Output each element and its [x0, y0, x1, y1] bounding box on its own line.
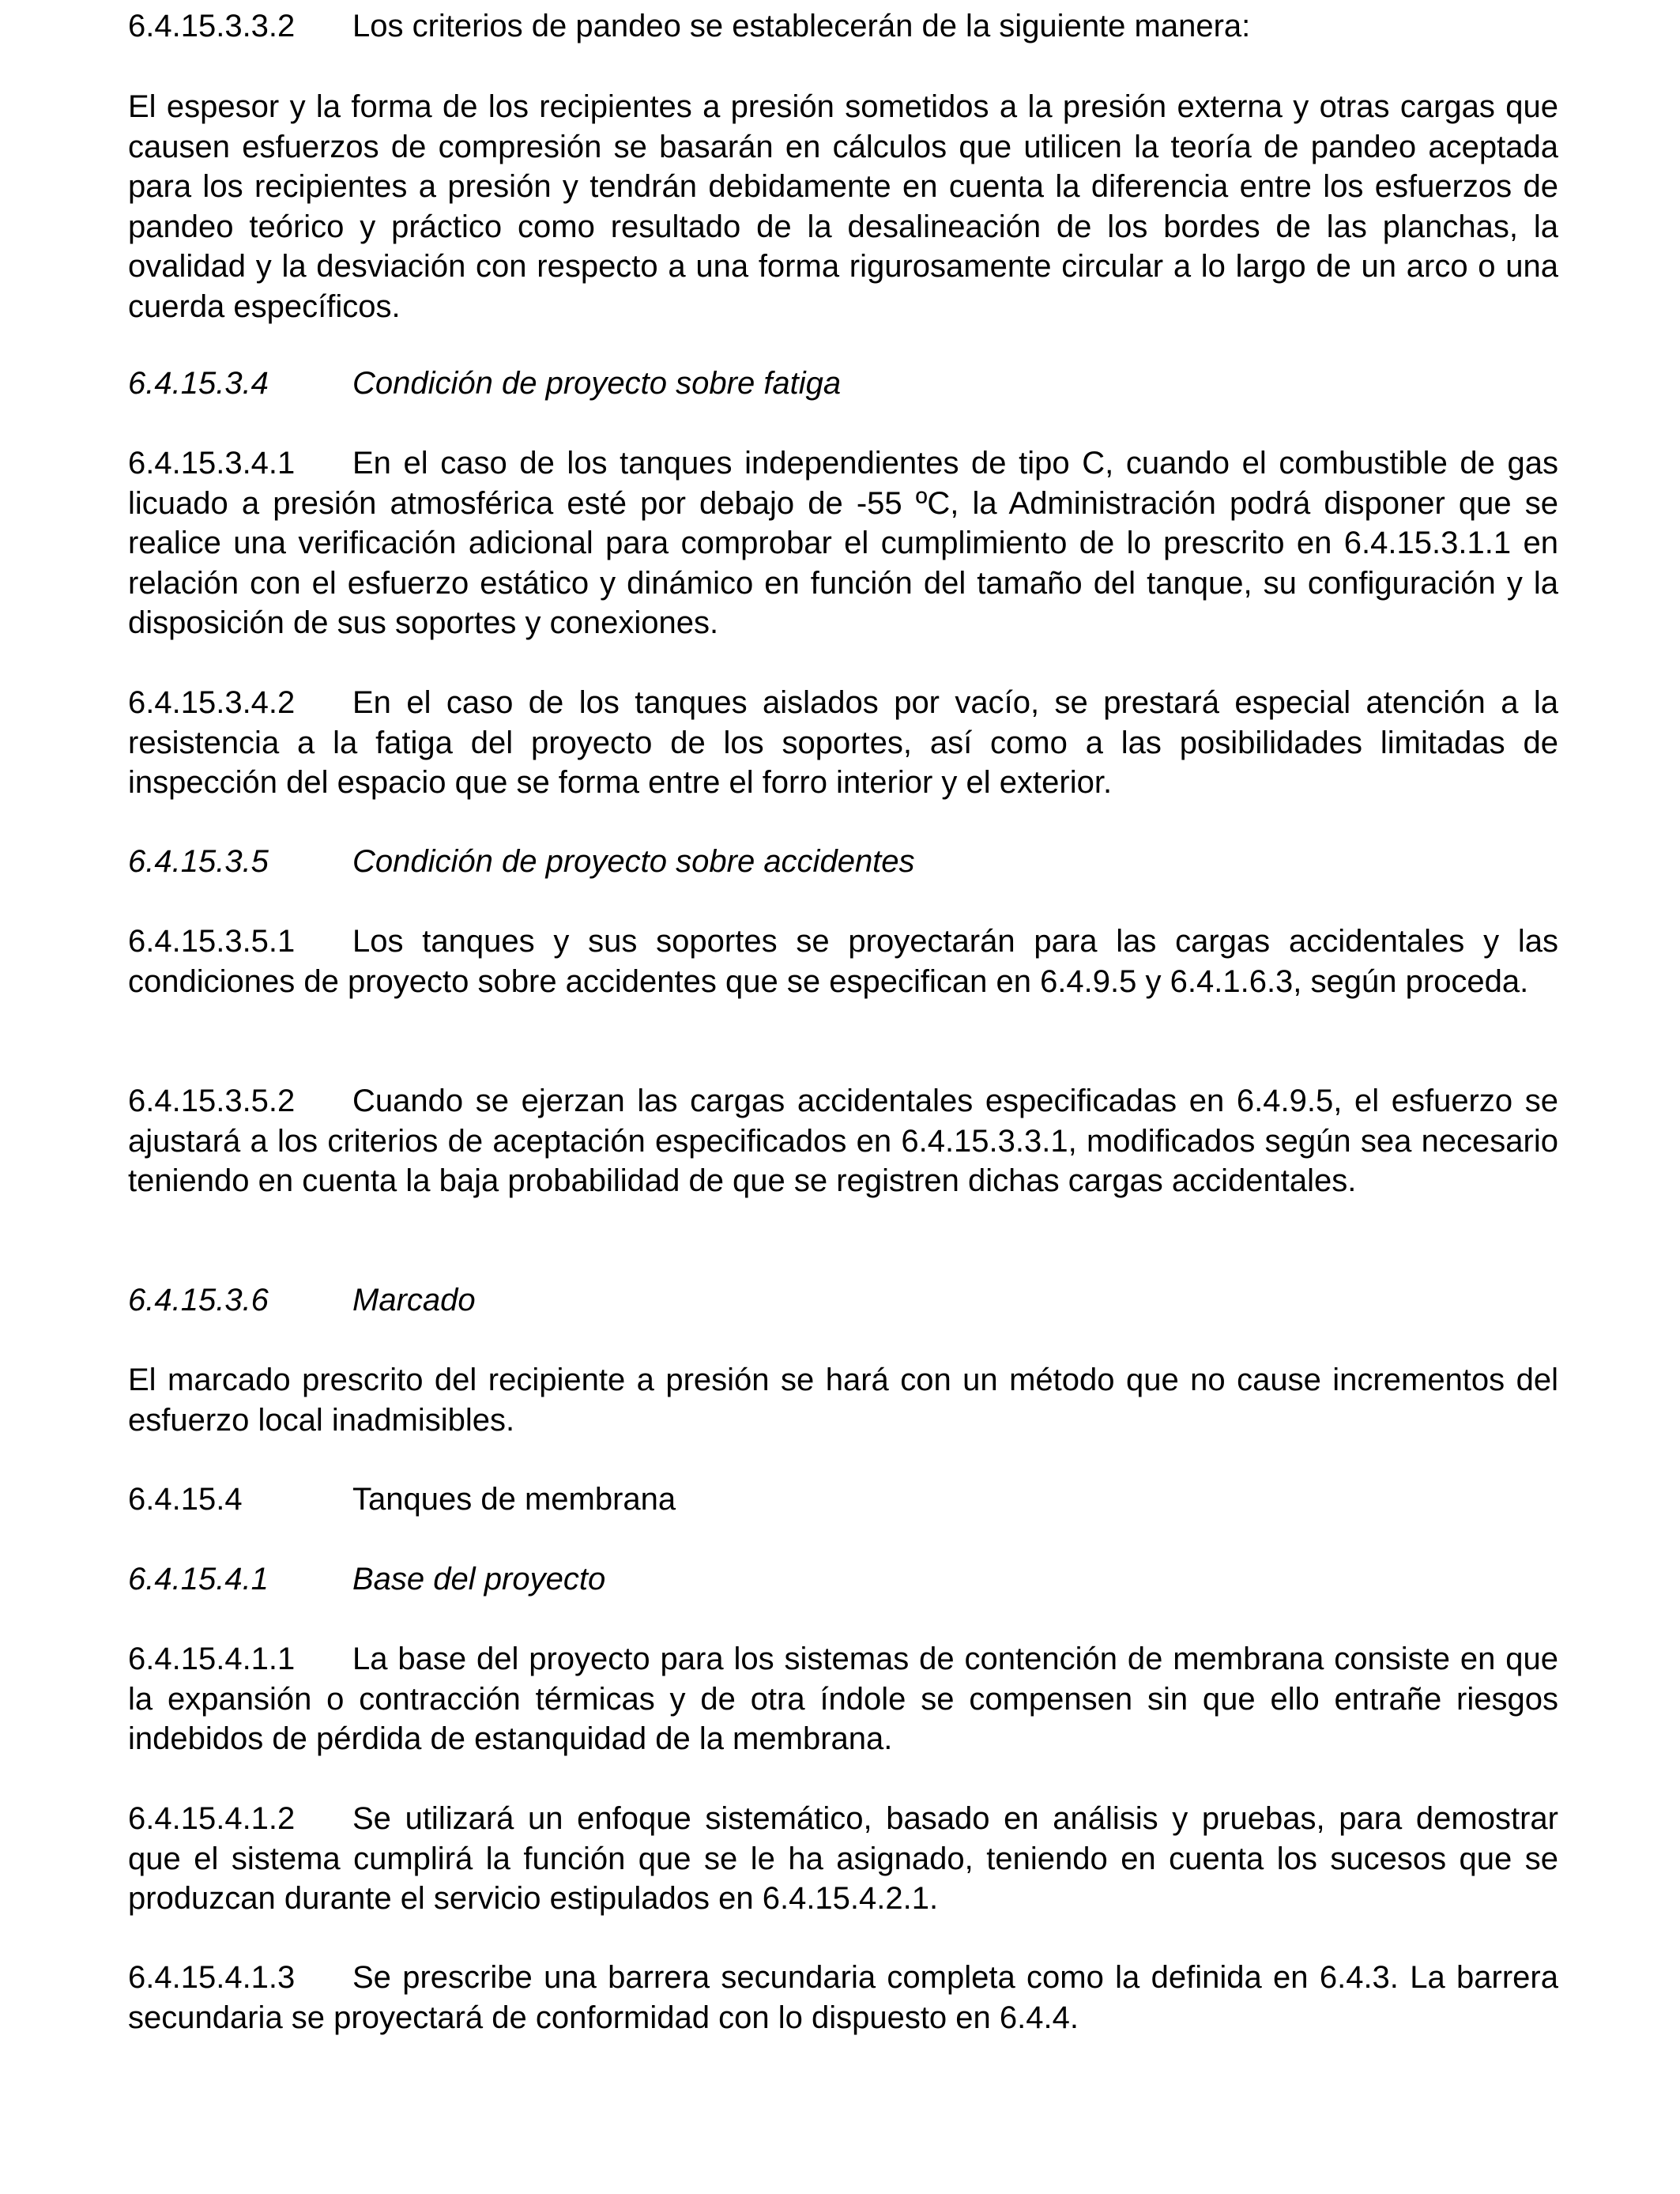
paragraph-6-4-15-3-4-2 — [128, 683, 1558, 803]
section-title: Marcado — [352, 1283, 476, 1318]
heading-6-4-15-4 — [128, 1480, 1558, 1520]
paragraph-text: Se utilizará un enfoque sistemático, basado en análisis y pruebas, para demostrar que el sistema cumplirá la función que se le ha asignado, teniendo en cuenta los sucesos que se produzcan durante el servicio estipulados en 6.4.15.4.2.1. — [128, 1801, 1558, 1916]
section-number: 6.4.15.3.4.1 — [128, 446, 296, 481]
paragraph-text: La base del proyecto para los sistemas de contención de membrana consiste en que la expansión o contracción térmicas y de otra índole se compensen sin que ello entrañe riesgos indebidos de pérdida de estanquidad de la membrana. — [128, 1642, 1558, 1756]
section-number: 6.4.15.4.1.3 — [128, 1960, 296, 1995]
paragraph-text: En el caso de los tanques aislados por vacío, se prestará especial atención a la resistencia a la fatiga del proyecto de los soportes, así como a las posibilidades limitadas de inspección del espacio que se forma entre el forro interior y el exterior. — [128, 685, 1558, 800]
paragraph-6-4-15-4-1-2 — [128, 1799, 1558, 1919]
section-title: Base del proyecto — [352, 1562, 606, 1596]
paragraph-text: Se prescribe una barrera secundaria completa como la definida en 6.4.3. La barrera secundaria se proyectará de conformidad con lo dispuesto en 6.4.4. — [128, 1960, 1558, 2035]
section-title: Tanques de membrana — [352, 1482, 676, 1517]
paragraph-text: El espesor y la forma de los recipientes a presión sometidos a la presión externa y otras cargas que causen esfuerzos de compresión se basarán en cálculos que utilicen la teoría de pandeo aceptada para los recipientes a presión y tendrán debidamente en cuenta la diferencia entre los esfuerzos de pandeo teórico y práctico como resultado de la desalineación de los bordes de las planchas, la ovalidad y la desviación con respecto a una forma rigurosamente circular a lo largo de un arco o una cuerda específicos. — [128, 89, 1558, 324]
paragraph-text: El marcado prescrito del recipiente a presión se hará con un método que no cause incrementos del esfuerzo local inadmisibles. — [128, 1363, 1558, 1438]
section-number: 6.4.15.3.5.1 — [128, 924, 296, 959]
paragraph-6-4-15-3-5-1 — [128, 922, 1558, 1001]
section-number: 6.4.15.3.5.2 — [128, 1084, 296, 1118]
section-number: 6.4.15.3.3.2 — [128, 9, 296, 43]
paragraph-6-4-15-3-5-2 — [128, 1081, 1558, 1201]
heading-6-4-15-3-6 — [128, 1280, 1558, 1321]
paragraph-text: Cuando se ejerzan las cargas accidentales especificadas en 6.4.9.5, el esfuerzo se ajustará a los criterios de aceptación especificados en 6.4.15.3.3.1, modificados según sea necesario teniendo en cuenta la baja probabilidad de que se registren dichas cargas accidentales. — [128, 1084, 1558, 1198]
paragraph-marcado — [128, 1360, 1558, 1440]
heading-6-4-15-4-1 — [128, 1559, 1558, 1600]
paragraph-text: Los tanques y sus soportes se proyectarán para las cargas accidentales y las condiciones de proyecto sobre accidentes que se especifican en 6.4.9.5 y 6.4.1.6.3, según proceda. — [128, 924, 1558, 999]
section-number: 6.4.15.4.1 — [128, 1562, 269, 1596]
section-number: 6.4.15.3.4.2 — [128, 685, 296, 720]
paragraph-6-4-15-4-1-3 — [128, 1958, 1558, 2038]
paragraph-6-4-15-4-1-1 — [128, 1639, 1558, 1759]
paragraph-6-4-15-3-4-1 — [128, 443, 1558, 643]
heading-6-4-15-3-5 — [128, 842, 1558, 882]
section-number: 6.4.15.3.4 — [128, 366, 269, 401]
section-title: Condición de proyecto sobre accidentes — [352, 844, 915, 879]
section-title: Los criterios de pandeo se establecerán de la siguiente manera: — [352, 9, 1251, 43]
section-number: 6.4.15.4.1.1 — [128, 1642, 296, 1676]
paragraph-text: En el caso de los tanques independientes de tipo C, cuando el combustible de gas licuado a presión atmosférica esté por debajo de -55 ºC, la Administración podrá disponer que se realice una verificación adicional para comprobar el cumplimiento de lo prescrito en 6.4.15.3.1.1 en relación con el esfuerzo estático y dinámico en función del tamaño del tanque, su configuración y la disposición de sus soportes y conexiones. — [128, 446, 1558, 640]
section-number: 6.4.15.3.5 — [128, 844, 269, 879]
heading-6-4-15-3-3-2 — [128, 6, 1558, 47]
heading-6-4-15-3-4 — [128, 364, 1558, 404]
paragraph-pandeo — [128, 87, 1558, 326]
section-number: 6.4.15.4 — [128, 1482, 243, 1517]
section-number: 6.4.15.4.1.2 — [128, 1801, 296, 1836]
section-title: Condición de proyecto sobre fatiga — [352, 366, 842, 401]
section-number: 6.4.15.3.6 — [128, 1283, 269, 1318]
